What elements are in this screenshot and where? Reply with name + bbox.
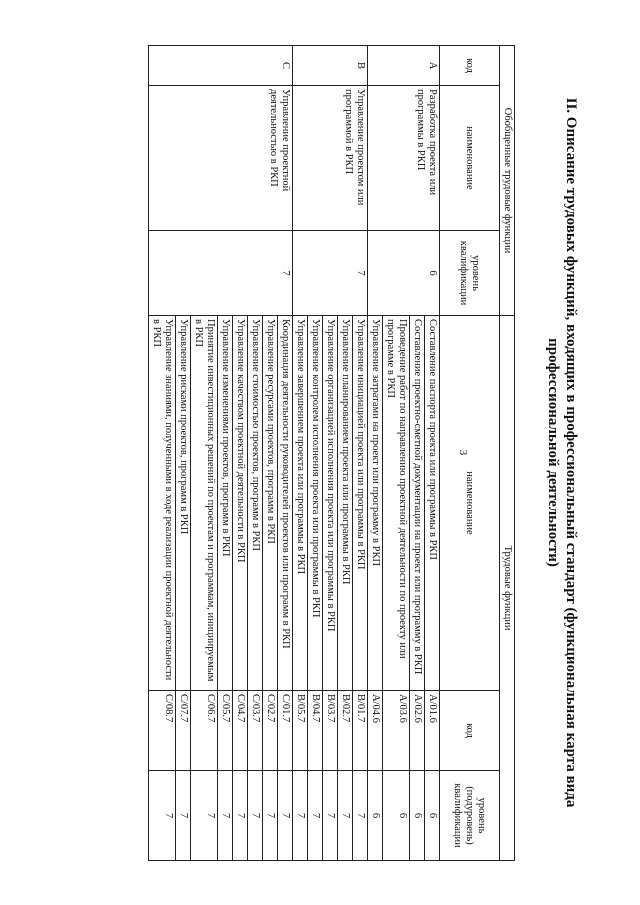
function-name: Управление изменениями проектов, программ в РКП: [218, 316, 233, 691]
function-code: C/08.7: [149, 691, 176, 771]
page-number: 3: [457, 449, 469, 456]
function-code: A/04.6: [368, 691, 383, 771]
function-code: C/07.7: [176, 691, 191, 771]
table-row: [278, 46, 293, 861]
header-code: код: [440, 46, 500, 86]
header-name: наименование: [440, 86, 500, 231]
function-name: Управление качеством проектной деятельности в РКП: [233, 316, 248, 691]
function-level: 7: [323, 771, 338, 861]
group-name: Управление проектной деятельностью в РКП: [149, 86, 293, 231]
function-code: B/01.7: [353, 691, 368, 771]
function-level: 7: [293, 771, 308, 861]
function-code: C/05.7: [218, 691, 233, 771]
group-code: A: [368, 46, 440, 86]
function-code: C/02.7: [263, 691, 278, 771]
function-level: 7: [233, 771, 248, 861]
function-level: 7: [278, 771, 293, 861]
group-name: Разработка проекта или программы в РКП: [368, 86, 440, 231]
function-name: Управление инициацией проекта или программы в РКП: [353, 316, 368, 691]
function-name: Управление стоимостью проектов, программ в РКП: [248, 316, 263, 691]
header-generalized-functions: Обобщенные трудовые функции: [500, 46, 515, 316]
function-name: Управление организацией исполнения проекта или программы в РКП: [323, 316, 338, 691]
function-code: B/03.7: [323, 691, 338, 771]
function-level: 6: [425, 771, 440, 861]
function-name: Управление знаниями, полученными в ходе реализации проектной деятельности в РКП: [149, 316, 176, 691]
group-code: C: [149, 46, 293, 86]
group-code: B: [293, 46, 368, 86]
group-name: Управление проектом или программой в РКП: [293, 86, 368, 231]
function-name: Составление паспорта проекта или программы в РКП: [425, 316, 440, 691]
header-code-2: код: [440, 691, 500, 771]
function-level: 7: [191, 771, 218, 861]
function-level: 6: [368, 771, 383, 861]
function-level: 6: [383, 771, 410, 861]
header-level: уровень квалификации: [440, 231, 500, 316]
functional-map-table: [148, 45, 515, 861]
table-row: [353, 46, 368, 861]
function-code: C/03.7: [248, 691, 263, 771]
function-level: 7: [176, 771, 191, 861]
function-level: 7: [353, 771, 368, 861]
function-name: Управление планированием проекта или программы в РКП: [338, 316, 353, 691]
function-code: B/05.7: [293, 691, 308, 771]
function-code: A/02.6: [410, 691, 425, 771]
function-name: Управление затратами на проект или программу в РКП: [368, 316, 383, 691]
function-level: 7: [218, 771, 233, 861]
function-level: 7: [308, 771, 323, 861]
function-name: Составление проектно-сметной документации на проект или программу в РКП: [410, 316, 425, 691]
function-code: B/02.7: [338, 691, 353, 771]
function-level: 7: [149, 771, 176, 861]
function-level: 7: [338, 771, 353, 861]
function-level: 7: [248, 771, 263, 861]
group-level: 7: [293, 231, 368, 316]
group-level: 6: [368, 231, 440, 316]
table-body: [149, 46, 440, 861]
function-name: Управление ресурсами проектов, программ в РКП: [263, 316, 278, 691]
function-name: Проведение работ по направлению проектной деятельности по проекту или программе в РКП: [383, 316, 410, 691]
function-code: A/03.6: [383, 691, 410, 771]
header-labor-functions: Трудовые функции: [500, 316, 515, 861]
function-name: Координация деятельности руководителей проектов или программ в РКП: [278, 316, 293, 691]
function-level: 6: [410, 771, 425, 861]
page-title: [544, 60, 580, 845]
header-level-2: уровень (подуровень) квалификации: [440, 771, 500, 861]
function-code: C/04.7: [233, 691, 248, 771]
function-code: B/04.7: [308, 691, 323, 771]
title-line-1: II. Описание трудовых функций, входящих в профессиональный стандарт (функциональная карта вида: [563, 97, 579, 808]
header-name-2: наименование: [440, 316, 500, 691]
function-code: C/06.7: [191, 691, 218, 771]
title-line-2: профессиональной деятельности): [545, 338, 561, 567]
function-name: Управление контролем исполнения проекта или программы в РКП: [308, 316, 323, 691]
function-name: Управление завершением проекта или программы в РКП: [293, 316, 308, 691]
function-name: Принятие инвестиционных решений по проектам и программам, инициируемым в РКП: [191, 316, 218, 691]
function-code: C/01.7: [278, 691, 293, 771]
function-name: Управление рисками проектов, программ в РКП: [176, 316, 191, 691]
table-row: [425, 46, 440, 861]
function-level: 7: [263, 771, 278, 861]
function-code: A/01.6: [425, 691, 440, 771]
group-level: 7: [149, 231, 293, 316]
